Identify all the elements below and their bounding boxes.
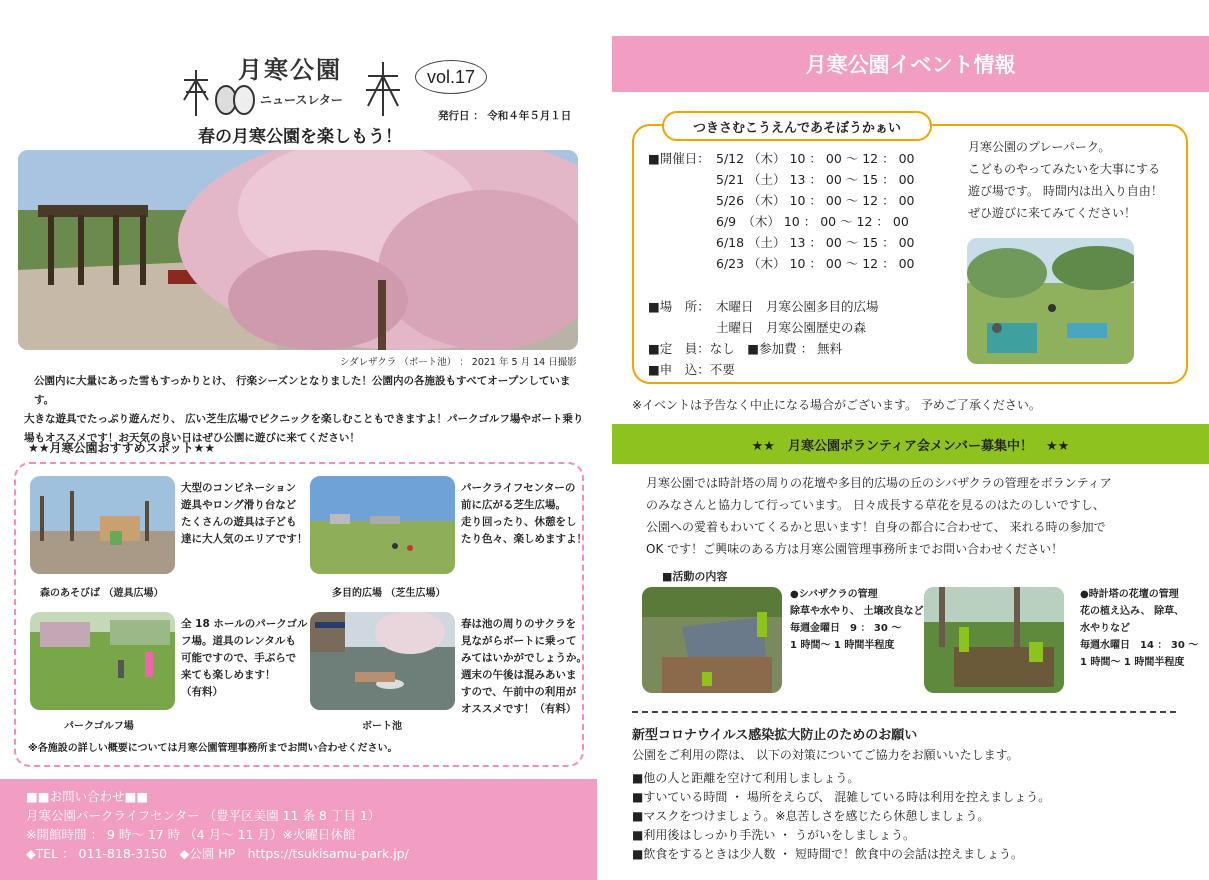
- event-date-item: 6/18 （土） 13 ： 00 ～ 15 ： 00: [716, 235, 915, 250]
- event-capacity-fee: ■定 員：なし ■参加費 ： 無料: [648, 341, 843, 356]
- event-date-item: 6/9 （木） 10 ： 00 ～ 12 ： 00: [716, 214, 909, 229]
- spot-description: 大型のコンビネーション 遊具やロング滑り台など たくさんの遊具は子ども 達に大人気のエリアです！: [181, 482, 308, 545]
- covid-list: [632, 769, 1050, 864]
- activity-heading: ■活動の内容: [662, 570, 728, 583]
- intro-line: 公園内に大量にあった雪もすっかりとけ、 行楽シーズンとなりました！公園内の各施設もすべてオープンしています。: [34, 375, 571, 406]
- event-date-item: 5/12 （木） 10 ： 00 ～ 12 ： 00: [716, 151, 915, 166]
- intro-text: [24, 372, 584, 448]
- activity-2-details: ●時計塔の花壇の管理 花の植え込み、 除草、 水やりなど 毎週水曜日 14 ： 30 ～ 1 時間～ 1 時間半程度: [1080, 589, 1199, 668]
- section-divider: [632, 711, 1176, 713]
- event-description: 月寒公園のプレーパーク。 こどものやってみたいを大事にする 遊び場です。 時間内は出入り自由！ ぜひ遊びに来てみてください！: [968, 140, 1163, 220]
- spot-caption: 多目的広場 （芝生広場）: [332, 588, 446, 599]
- newsletter-logo: [178, 50, 403, 122]
- events-banner: [612, 36, 1209, 92]
- spot-photo-lawn: [310, 476, 455, 574]
- intro-line: 大きな遊具でたっぷり遊んだり、 広い芝生広場でピクニックを楽しむこともできますよ！パークゴルフ場やボート乗り: [24, 413, 584, 425]
- spot-description: パークライフセンターの 前に広がる芝生広場。 走り回ったり、休憩をし たり色々、楽しめますよ！: [461, 482, 587, 545]
- main-photo-caption: シダレザクラ （ボート池） ： 2021 年 5 月 14 日撮影: [340, 357, 577, 368]
- contact-heading: ■■お問い合わせ■■: [26, 789, 149, 804]
- event-date-item: 5/21 （土） 13 ： 00 ～ 15 ： 00: [716, 172, 915, 187]
- main-photo-weeping-cherry: [18, 150, 578, 350]
- volume-badge: [415, 60, 487, 94]
- spot-photo-playground: [30, 476, 175, 574]
- event-dates-label: ■開催日：: [648, 151, 710, 166]
- covid-item: ■飲食をするときは少人数 ・ 短時間で！飲食中の会話は控えましょう。: [632, 847, 1023, 861]
- headline: 春の月寒公園を楽しもう！: [198, 127, 402, 147]
- activity-photo-flowerbed: [924, 587, 1064, 693]
- covid-item: ■他の人と距離を空けて利用しましょう。: [632, 771, 860, 785]
- contact-hours: ※開館時間 ： 9 時～ 17 時 （4 月～ 11 月）※火曜日休館: [26, 827, 356, 842]
- contact-tel-link[interactable]: ◆TEL ： 011-818-3150 ◆公園 HP https://tsukisamu-park.jp/: [26, 846, 409, 861]
- event-title: つきさむこうえんであそぼうかぁい: [662, 111, 932, 141]
- volunteer-text: 月寒公園では時計塔の周りの花壇や多目的広場の丘のシバザクラの管理をボランティア のみなさんと協力して行っています。 日々成長する草花を見るのはたのしいですし、 公園への愛着もわいてくるかと思います！自身の都合に合わせて、 来れる時の参加で OK です！ご興味のある方は月寒公園管理事務所までお問い合わせください！: [646, 476, 1112, 556]
- event-place-label: ■場 所：: [648, 299, 710, 314]
- event-apply: ■申 込：不要: [648, 362, 735, 377]
- svg-text:ニュースレター: ニュースレター: [260, 93, 343, 107]
- activity-photo-shibazakura: [642, 587, 782, 693]
- covid-item: ■マスクをつけましょう。※息苦しさを感じたら休憩しましょう。: [632, 809, 990, 823]
- event-date-item: 5/26 （木） 10 ： 00 ～ 12 ： 00: [716, 193, 915, 208]
- spot-photo-boat-pond: [310, 612, 455, 710]
- covid-heading: 新型コロナウイルス感染拡大防止のためのお願い: [632, 728, 918, 743]
- spot-photo-park-golf: [30, 612, 175, 710]
- event-place: 木曜日 月寒公園多目的広場 土曜日 月寒公園歴史の森: [716, 299, 879, 335]
- event-date-item: 6/23 （木） 10 ： 00 ～ 12 ： 00: [716, 256, 915, 271]
- covid-intro: 公園をご利用の際は、 以下の対策についてご協力をお願いいたします。: [632, 748, 1019, 762]
- contact-address: 月寒公園パークライフセンター （豊平区美園 11 条 8 丁目 1）: [26, 808, 381, 823]
- event-note: ※イベントは予告なく中止になる場合がございます。 予めご了承ください。: [632, 398, 1041, 412]
- logo-title-text: 月寒公園: [238, 58, 342, 84]
- volunteer-banner: ★★ 月寒公園ボランティア会メンバー募集中！ ★★: [612, 424, 1209, 464]
- volume-text: vol.17: [426, 66, 476, 87]
- intro-line: 場もオススメです！お天気の良い日はぜひ公園に遊びに来てください！: [24, 432, 360, 444]
- spot-description: 春は池の周りのサクラを 見ながらボートに乗って みてはいかがでしょうか。 週末の午後は混みあいま すので、午前中の利用が オススメです！（有料）: [461, 618, 587, 715]
- covid-item: ■利用後はしっかり手洗い ・ うがいをしましょう。: [632, 828, 915, 842]
- spot-caption: パークゴルフ場: [64, 721, 134, 732]
- spots-heading: ★★月寒公園おすすめスポット★★: [28, 441, 216, 455]
- spot-description: 全 18 ホールのパークゴル フ場。道具のレンタルも 可能ですので、手ぶらで 来ても楽しめます！ （有料）: [181, 618, 308, 698]
- spot-caption: 森のあそびば （遊具広場）: [40, 588, 164, 599]
- activity-1-details: ●シバザクラの管理 除草や水やり、 土壌改良など 毎週金曜日 9 ： 30 ～ 1 時間～ 1 時間半程度: [790, 589, 924, 651]
- contact-block: [0, 779, 597, 880]
- covid-item: ■すいている時間 ・ 場所をえらび、 混雑している時は利用を控えましょう。: [632, 790, 1051, 804]
- spot-caption: ボート池: [362, 721, 402, 732]
- event-photo-play-park: [967, 238, 1134, 364]
- events-banner-text: 月寒公園イベント情報: [805, 53, 1016, 77]
- spots-note: ※各施設の詳しい概要については月寒公園管理事務所までお問い合わせください。: [28, 743, 398, 754]
- issue-date: 発行日 ： 令和４年５月１日: [438, 110, 572, 122]
- event-dates: [716, 148, 914, 274]
